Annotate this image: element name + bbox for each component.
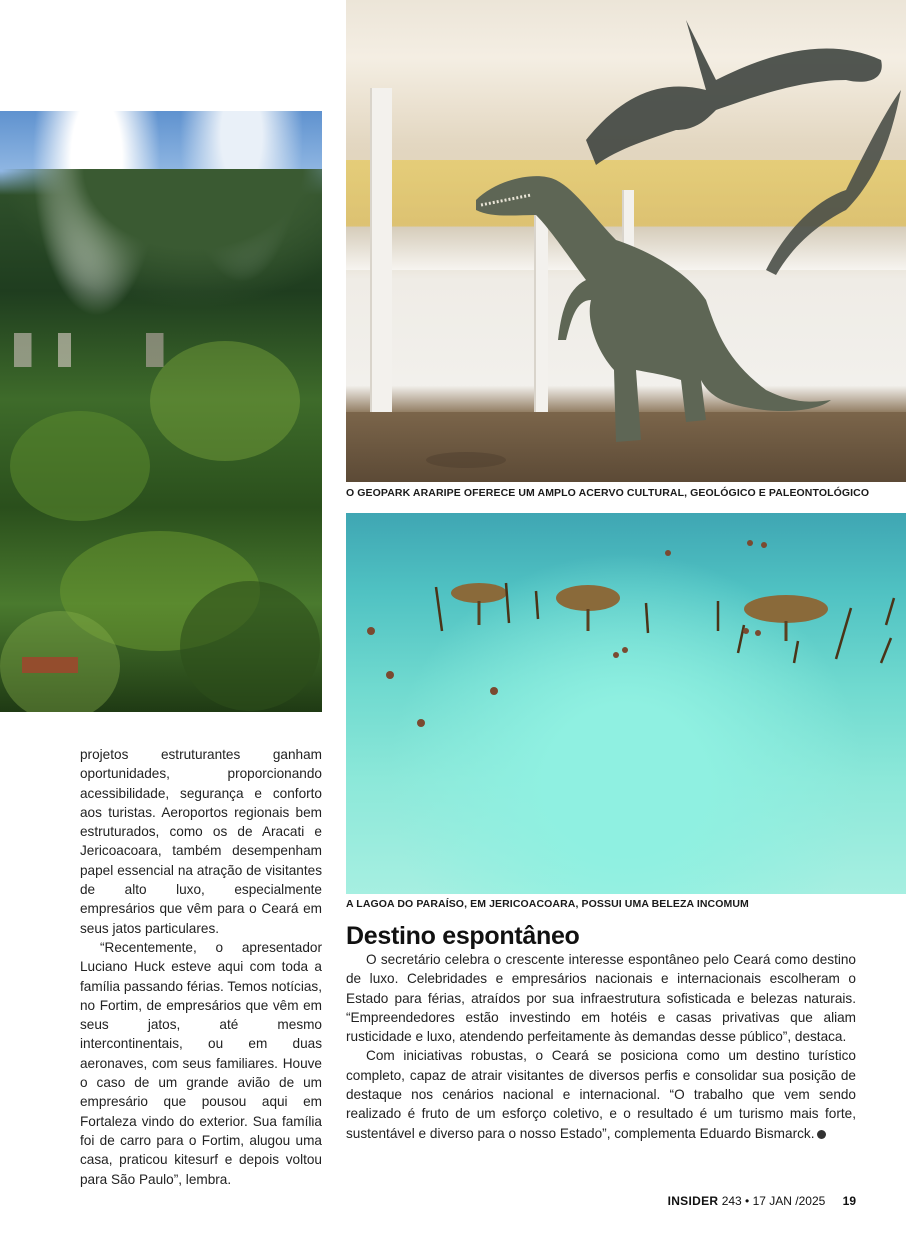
mountain-ridge [0, 169, 322, 309]
dinosaur-illustration [346, 0, 906, 482]
page-number: 19 [842, 1194, 856, 1208]
left-paragraph-2: “Recentemente, o apresentador Luciano Huck esteve aqui com toda a família passando férias. Temos notícias, no Fortim, de empresários que vêm em seus jatos, até mesmo intercontinentais, ou em duas aeronaves, com seus familiares. Houve o caso de um grande avião de um empresário que pousou aqui em Fortaleza vindo do exterior. Sua família foi de carro para o Fortim, alugou uma casa, praticou kitesurf e depois voltou para São Paulo”, lembra. [80, 939, 322, 1187]
issue-info: 243 • 17 JAN /2025 [721, 1194, 826, 1208]
right-column-text [346, 950, 856, 1143]
tree-canopy [10, 411, 150, 521]
tree-canopy [150, 341, 300, 461]
lagoa-caption: A LAGOA DO PARAÍSO, EM JERICOACOARA, POSSUI UMA BELEZA INCOMUM [346, 898, 749, 910]
section-paragraph-2: Com iniciativas robustas, o Ceará se posiciona como um destino turístico completo, capaz de atrair visitantes de diversos perfis e consolidar sua posição de destaque nos cenários nacional e internacional. “O trabalho que vem sendo realizado é fruto de um esforço coletivo, e o resultado é um turismo mais forte, sustentável e diverso para o nosso Estado”, complementa Eduardo Bismarck. [346, 1048, 856, 1141]
article-end-icon [817, 1130, 826, 1139]
page-footer [668, 1194, 856, 1208]
section-heading: Destino espontâneo [346, 922, 580, 950]
section-paragraph-1: O secretário celebra o crescente interesse espontâneo pelo Ceará como destino de luxo. Celebridades e empresários nacionais e internacionais escolheram o Estado para férias, atraídos por sua infraestrutura sofisticada e belezas naturais. “Empreendedores estão investindo em hotéis e casas privativas que aliam rusticidade e luxo, atendendo perfeitamente às demandas desse público”, destaca. [346, 952, 856, 1045]
forest-photo [0, 111, 322, 712]
lagoa-paraiso-photo [346, 513, 906, 894]
tree-canopy [180, 581, 320, 711]
house-roof [22, 657, 78, 673]
geopark-museum-photo [346, 0, 906, 482]
left-column-text [80, 745, 322, 1189]
lagoon-illustration [346, 513, 906, 894]
left-paragraph-1: projetos estruturantes ganham oportunidades, proporcionando acessibilidade, segurança e conforto aos turistas. Aeroportos regionais bem estruturados, como os de Aracati e Jericoacoara, também desempenham papel essencial na atração de visitantes de alto luxo, especialmente empresários que vêm para o Ceará em seus jatos particulares. [80, 747, 322, 936]
magazine-brand: INSIDER [667, 1194, 719, 1208]
geopark-caption: O GEOPARK ARARIPE OFERECE UM AMPLO ACERVO CULTURAL, GEOLÓGICO E PALEONTOLÓGICO [346, 487, 870, 499]
